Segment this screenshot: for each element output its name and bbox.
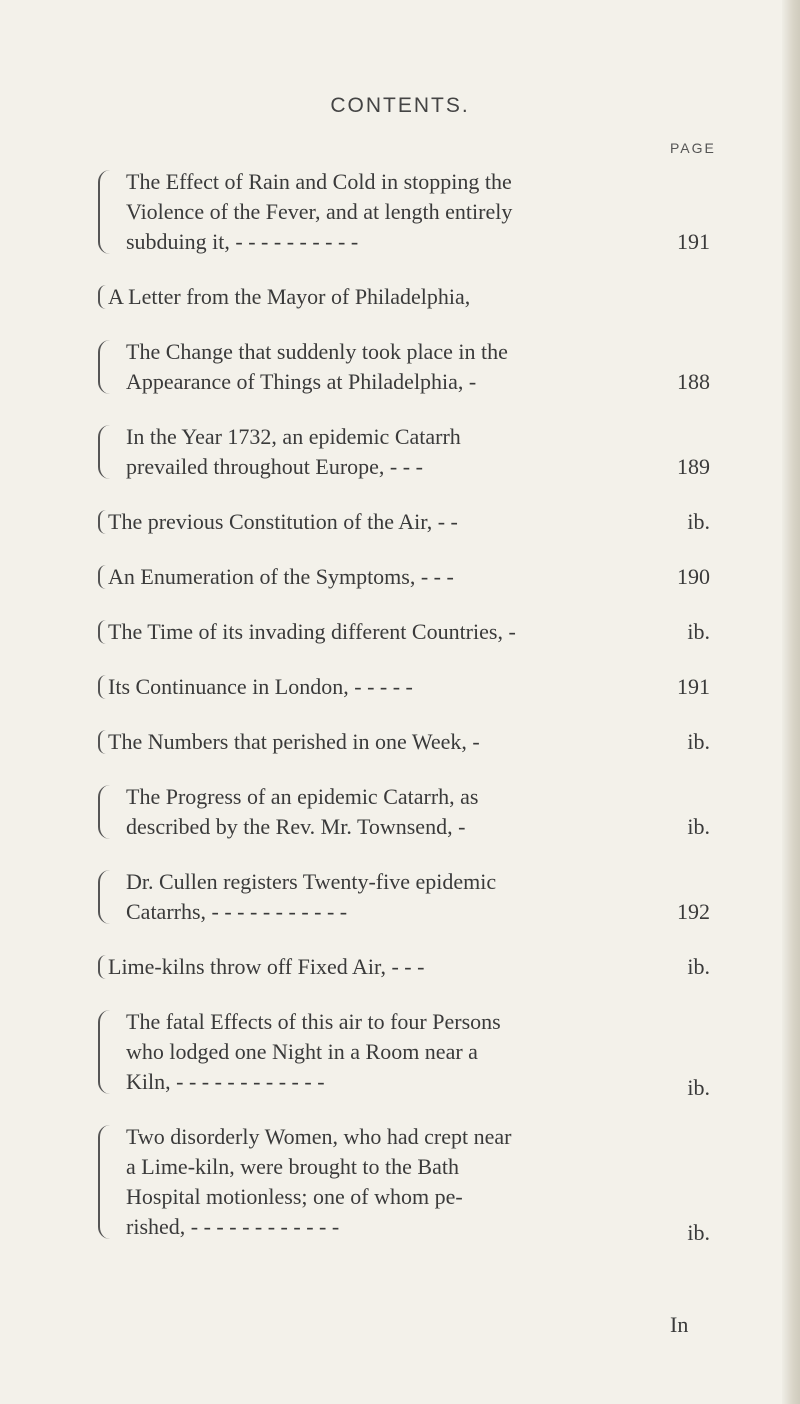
contents-entry <box>98 727 710 757</box>
entry-line: prevailed throughout Europe, - - - <box>126 454 423 479</box>
entry-line: Kiln, - - - - - - - - - - - - <box>126 1069 325 1094</box>
entry-line: Lime-kilns throw off Fixed Air, - - - <box>108 954 425 979</box>
page-number: 190 <box>677 564 710 589</box>
brace <box>98 1010 122 1094</box>
running-head: CONTENTS. <box>330 94 470 117</box>
entry-line: rished, - - - - - - - - - - - - <box>126 1214 340 1239</box>
entry-line: The Effect of Rain and Cold in stopping the <box>126 169 512 194</box>
contents-entry <box>98 1122 710 1245</box>
entry-line: Dr. Cullen registers Twenty-five epidemic <box>126 869 497 894</box>
page-number: ib. <box>687 814 710 839</box>
page-number: ib. <box>687 509 710 534</box>
page-number: ib. <box>687 1075 710 1100</box>
entry-line: In the Year 1732, an epidemic Catarrh <box>126 424 461 449</box>
entry-line: The Numbers that perished in one Week, - <box>108 729 480 754</box>
page-column-label: PAGE <box>670 140 716 156</box>
entry-line: Two disorderly Women, who had crept near <box>126 1124 512 1149</box>
contents-entry <box>98 422 710 482</box>
entry-line: who lodged one Night in a Room near a <box>126 1039 478 1064</box>
brace <box>98 170 122 254</box>
page-edge <box>782 0 800 1404</box>
page-number: ib. <box>687 729 710 754</box>
contents-entry <box>98 1007 710 1100</box>
brace <box>98 425 122 479</box>
entry-line: described by the Rev. Mr. Townsend, - <box>126 814 466 839</box>
contents-entry <box>98 617 710 647</box>
entry-line: Its Continuance in London, - - - - - <box>108 674 413 699</box>
entry-line: The Progress of an epidemic Catarrh, as <box>126 784 479 809</box>
contents-entry <box>98 867 710 927</box>
brace <box>98 785 122 839</box>
entry-line: The previous Constitution of the Air, - - <box>108 509 458 534</box>
page-number: ib. <box>687 619 710 644</box>
page-number: 191 <box>677 674 710 699</box>
entry-line: A Letter from the Mayor of Philadelphia, <box>108 284 471 309</box>
page-number: ib. <box>687 1220 710 1245</box>
entry-line: Violence of the Fever, and at length entirely <box>126 199 513 224</box>
entry-line: Catarrhs, - - - - - - - - - - - <box>126 899 348 924</box>
contents-entry <box>98 562 710 592</box>
brace <box>98 340 122 394</box>
contents-entry <box>98 952 710 982</box>
page-number: 192 <box>677 899 710 924</box>
contents-entry <box>98 282 710 312</box>
entry-line: The Time of its invading different Countries, - <box>108 619 516 644</box>
contents-entry <box>98 167 710 257</box>
entry-line: Hospital motionless; one of whom pe- <box>126 1184 463 1209</box>
entry-line: Appearance of Things at Philadelphia, - <box>126 369 477 394</box>
brace <box>98 870 122 924</box>
contents-entry <box>98 337 710 397</box>
contents-entry <box>98 782 710 842</box>
contents-entry <box>98 507 710 537</box>
brace <box>98 1125 122 1239</box>
entry-line: a Lime-kiln, were brought to the Bath <box>126 1154 459 1179</box>
entry-line: The fatal Effects of this air to four Persons <box>126 1009 501 1034</box>
entry-line: An Enumeration of the Symptoms, - - - <box>108 564 454 589</box>
page-number: 188 <box>677 369 710 394</box>
contents-entry <box>98 672 710 702</box>
page-number: 191 <box>677 229 710 254</box>
entry-line: subduing it, - - - - - - - - - - <box>126 229 359 254</box>
entry-line: The Change that suddenly took place in the <box>126 339 508 364</box>
catchword: In <box>670 1312 689 1337</box>
page-number: 189 <box>677 454 710 479</box>
page-number: ib. <box>687 954 710 979</box>
